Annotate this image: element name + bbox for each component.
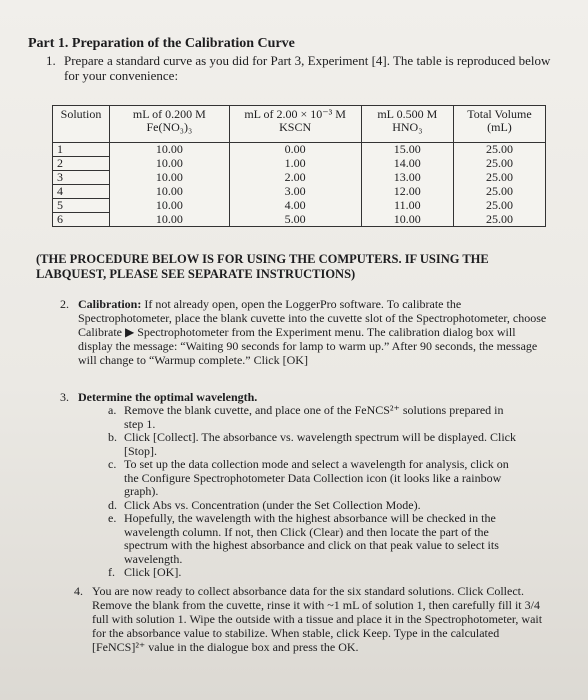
header-kscn: mL of 2.00 × 10⁻³ M KSCN xyxy=(229,106,361,143)
cell-solution: 5 xyxy=(53,199,110,213)
step-body xyxy=(78,297,548,367)
cell-hno3: 13.00 xyxy=(361,171,453,185)
item-text: Prepare a standard curve as you did for Part 3, Experiment [4]. The table is reproduced below for your convenience: xyxy=(64,53,551,83)
step-number: 4. xyxy=(74,584,83,598)
cell-fe: 10.00 xyxy=(110,171,230,185)
cell-solution: 4 xyxy=(53,185,110,199)
step-text: You are now ready to collect absorbance data for the six standard solutions. Click Collect. Remove the blank from the cuvette, rinse it with ~1 mL of solution 1, then carefully fill it 3/4 full with solution 1. Wipe the outside with a tissue and place it in the Spectrophotometer, wait for the absorbance value to stabilize. When stable, click Keep. Type in the calculated [FeNCS]²⁺ value in the dialogue box and press the OK. xyxy=(92,584,543,654)
substep xyxy=(108,499,528,513)
table-header-row xyxy=(53,106,546,143)
cell-fe: 10.00 xyxy=(110,157,230,171)
substep-text: Hopefully, the wavelength with the highest absorbance will be checked in the wavelength column. If not, then Click (Clear) and then locate the part of the spectrum with the highest absorbance and click on that peak value to select its wavelength. xyxy=(124,511,499,566)
substep xyxy=(108,566,528,580)
calibration-table xyxy=(52,105,546,227)
cell-hno3: 15.00 xyxy=(361,143,453,157)
cell-hno3: 12.00 xyxy=(361,185,453,199)
substep-letter: a. xyxy=(108,403,117,417)
cell-solution: 1 xyxy=(53,143,110,157)
instruction-item-1 xyxy=(46,53,566,83)
step-2-calibration xyxy=(60,297,550,367)
header-fe-nitrate: mL of 0.200 M Fe(NO₃)₃ xyxy=(110,106,230,143)
substep-text: Click [Collect]. The absorbance vs. wavelength spectrum will be displayed. Click [Stop]. xyxy=(124,430,517,458)
step-lead: Calibration: xyxy=(78,297,142,311)
cell-fe: 10.00 xyxy=(110,143,230,157)
cell-kscn: 0.00 xyxy=(229,143,361,157)
cell-hno3: 14.00 xyxy=(361,157,453,171)
table-row xyxy=(53,213,546,227)
cell-total: 25.00 xyxy=(453,213,545,227)
substep-letter: c. xyxy=(108,457,117,471)
substep xyxy=(108,431,528,458)
substep-letter: d. xyxy=(108,497,117,512)
substep-text: Remove the blank cuvette, and place one of the FeNCS²⁺ solutions prepared in step 1. xyxy=(124,403,504,431)
step-number: 2. xyxy=(60,297,69,311)
cell-fe: 10.00 xyxy=(110,185,230,199)
cell-kscn: 3.00 xyxy=(229,185,361,199)
table-row xyxy=(53,143,546,157)
cell-solution: 3 xyxy=(53,171,110,185)
item-number: 1. xyxy=(46,53,56,68)
cell-kscn: 1.00 xyxy=(229,157,361,171)
step-4-collect xyxy=(74,584,544,654)
table-row xyxy=(53,199,546,213)
substep xyxy=(108,458,528,499)
substep-letter: f. xyxy=(108,565,115,579)
substep-text: Click Abs vs. Concentration (under the Set Collection Mode). xyxy=(124,497,421,512)
cell-kscn: 2.00 xyxy=(229,171,361,185)
procedure-notice: (THE PROCEDURE BELOW IS FOR USING THE COMPUTERS. IF USING THE LABQUEST, PLEASE SEE SEPARATE INSTRUCTIONS) xyxy=(36,252,489,281)
header-hno3: mL 0.500 M HNO₃ xyxy=(361,106,453,143)
substep-letter: e. xyxy=(108,511,117,525)
cell-total: 25.00 xyxy=(453,143,545,157)
cell-fe: 10.00 xyxy=(110,213,230,227)
cell-total: 25.00 xyxy=(453,199,545,213)
cell-solution: 2 xyxy=(53,157,110,171)
substep-letter: b. xyxy=(108,430,117,444)
table-row xyxy=(53,157,546,171)
substep xyxy=(108,404,528,431)
part-title: Part 1. Preparation of the Calibration Curve xyxy=(28,36,295,51)
header-total-volume: Total Volume (mL) xyxy=(453,106,545,143)
step-lead: Determine the optimal wavelength. xyxy=(78,390,258,404)
cell-fe: 10.00 xyxy=(110,199,230,213)
table-row xyxy=(53,185,546,199)
cell-kscn: 4.00 xyxy=(229,199,361,213)
cell-hno3: 11.00 xyxy=(361,199,453,213)
step-3-wavelength xyxy=(60,390,550,580)
substep-text: Click [OK]. xyxy=(124,565,182,579)
substep xyxy=(108,512,528,566)
cell-kscn: 5.00 xyxy=(229,213,361,227)
cell-total: 25.00 xyxy=(453,157,545,171)
cell-hno3: 10.00 xyxy=(361,213,453,227)
cell-solution: 6 xyxy=(53,213,110,227)
table-row xyxy=(53,171,546,185)
substep-text: To set up the data collection mode and select a wavelength for analysis, click on the Configure Spectrophotometer Data Collection icon (it looks like a rainbow graph). xyxy=(124,457,509,498)
cell-total: 25.00 xyxy=(453,185,545,199)
step-text: If not already open, open the LoggerPro software. To calibrate the Spectrophotometer, place the blank cuvette into the cuvette slot of the Spectrophotometer, choose Calibrate ▶ Spectrophotometer from the Experiment menu. The calibration dialog box will display the message: “Waiting 90 seconds for lamp to warm up.” After 90 seconds, the message will change to “Warmup complete.” Click [OK] xyxy=(78,297,547,367)
step-number: 3. xyxy=(60,390,69,404)
header-solution: Solution xyxy=(53,106,110,143)
cell-total: 25.00 xyxy=(453,171,545,185)
